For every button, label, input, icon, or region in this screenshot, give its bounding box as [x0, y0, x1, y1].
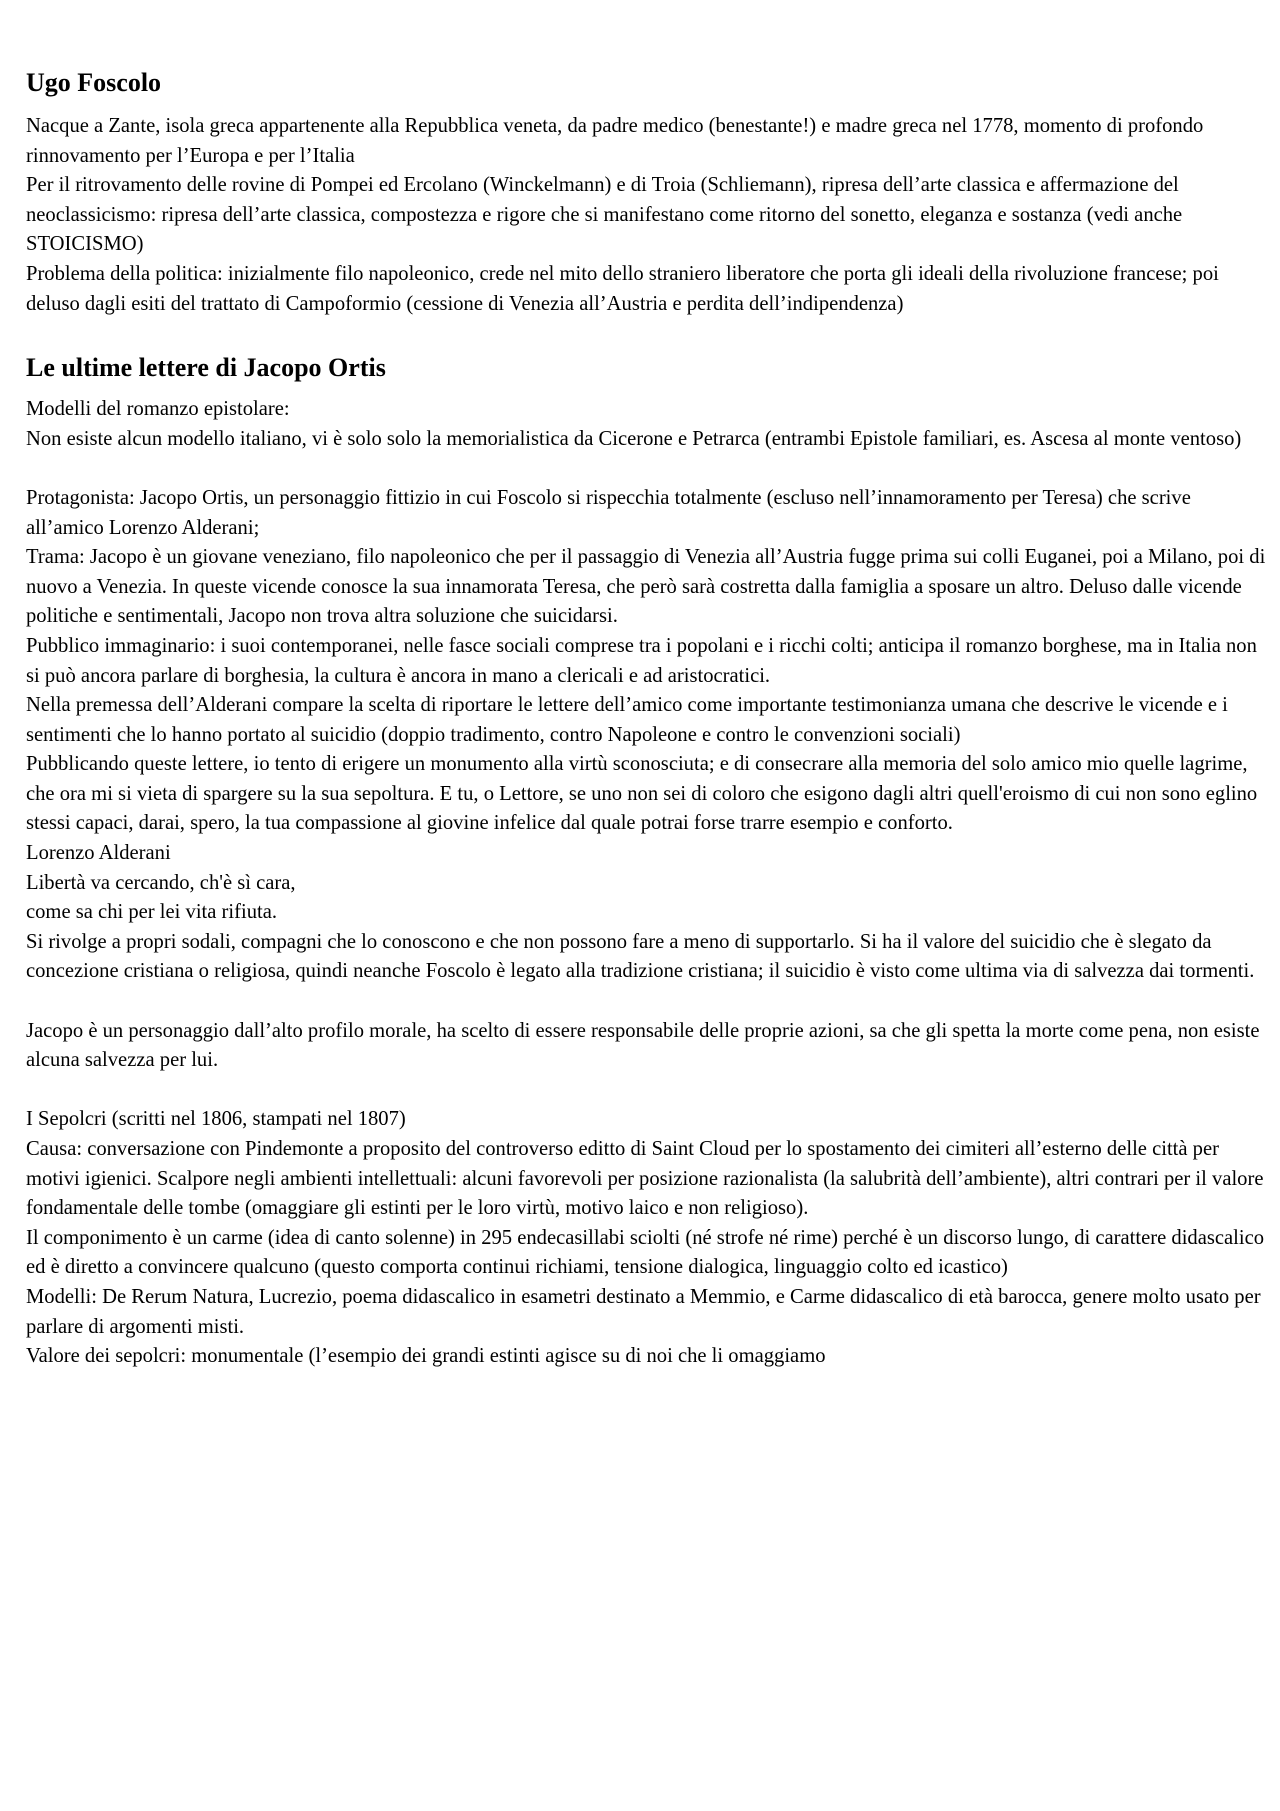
- subheading-sepolcri: I Sepolcri (scritti nel 1806, stampati nel 1807): [26, 1108, 406, 1131]
- verse-line: Libertà va cercando, ch'è sì cara,: [26, 871, 296, 894]
- paragraph: Nacque a Zante, isola greca appartenente alla Repubblica veneta, da padre medico (benestante!) e madre greca nel 1778, momento di profondo rinnovamento per l’Europa e per l’Italia: [26, 115, 1204, 167]
- blank-line: [26, 454, 1266, 484]
- blank-line: [26, 1076, 1266, 1106]
- document-page: [26, 66, 1266, 1372]
- paragraph: Modelli del romanzo epistolare:: [26, 398, 290, 421]
- paragraph: Per il ritrovamento delle rovine di Pompei ed Ercolano (Winckelmann) e di Troia (Schliemann), ripresa dell’arte classica e affermazione del neoclassicismo: ripresa dell’arte classica, compostezza e rigore che si manifestano come ritorno del sonetto, eleganza e sostanza (vedi anche STOICISMO): [26, 174, 1183, 256]
- paragraph: Non esiste alcun modello italiano, vi è solo solo la memorialistica da Cicerone e Petrarca (entrambi Epistole familiari, es. Ascesa al monte ventoso): [26, 427, 1242, 450]
- paragraph: Nella premessa dell’Alderani compare la scelta di riportare le lettere dell’amico come importante testimonianza umana che descrive le vicende e i sentimenti che lo hanno portato al suicidio (doppio tradimento, contro Napoleone e contro le convenzioni sociali): [26, 694, 1228, 746]
- signature-line: Lorenzo Alderani: [26, 842, 171, 865]
- paragraph: Valore dei sepolcri: monumentale (l’esempio dei grandi estinti agisce su di noi che li omaggiamo: [26, 1345, 826, 1368]
- paragraph: Modelli: De Rerum Natura, Lucrezio, poema didascalico in esametri destinato a Memmio, e Carme didascalico di età barocca, genere molto usato per parlare di argomenti misti.: [26, 1285, 1261, 1338]
- paragraph: Trama: Jacopo è un giovane veneziano, filo napoleonico che per il passaggio di Venezia all’Austria fugge prima sui colli Euganei, poi a Milano, poi di nuovo a Venezia. In queste vicende conosce la sua innamorata Teresa, che però sarà costretta dalla famiglia a sposare un altro. Deluso dalle vicende politiche e sentimentali, Jacopo non trova altra soluzione che suicidarsi.: [26, 546, 1266, 628]
- paragraph: Causa: conversazione con Pindemonte a proposito del controverso editto di Saint Cloud per lo spostamento dei cimiteri all’esterno delle città per motivi igienici. Scalpore negli ambienti intellettuali: alcuni favorevoli per posizione razionalista (la salubrità dell’ambiente), altri contrari per il valore fondamentale delle tombe (omaggiare gli estinti per le loro virtù, motivo laico e non religioso).: [26, 1138, 1264, 1220]
- paragraph: Protagonista: Jacopo Ortis, un personaggio fittizio in cui Foscolo si rispecchia totalmente (escluso nell’innamoramento per Teresa) che scrive all’amico Lorenzo Alderani;: [26, 486, 1191, 539]
- paragraph: Jacopo è un personaggio dall’alto profilo morale, ha scelto di essere responsabile delle proprie azioni, sa che gli spetta la morte come pena, non esiste alcuna salvezza per lui.: [26, 1019, 1260, 1072]
- verse-line: come sa chi per lei vita rifiuta.: [26, 901, 278, 924]
- section-heading-jacopo-ortis: Le ultime lettere di Jacopo Ortis: [26, 353, 386, 383]
- blank-line: [26, 987, 1266, 1017]
- paragraph: Pubblico immaginario: i suoi contemporanei, nelle fasce sociali comprese tra i popolani e i ricchi colti; anticipa il romanzo borghese, ma in Italia non si può ancora parlare di borghesia, la cultura è ancora in mano a clericali e ad aristocratici.: [26, 634, 1257, 687]
- paragraph: Il componimento è un carme (idea di canto solenne) in 295 endecasillabi sciolti (né strofe né rime) perché è un discorso lungo, di carattere didascalico ed è diretto a convincere qualcuno (questo comporta continui richiami, tensione dialogica, linguaggio colto ed icastico): [26, 1226, 1265, 1279]
- quoted-premise: Pubblicando queste lettere, io tento di erigere un monumento alla virtù sconosciuta; e di consecrare alla memoria del solo amico mio quelle lagrime, che ora mi si vieta di spargere su la sua sepoltura. E tu, o Lettore, se uno non sei di coloro che esigono dagli altri quell'eroismo di cui non sono eglino stessi capaci, darai, spero, la tua compassione al giovine infelice dal quale potrai forse trarre esempio e conforto.: [26, 753, 1258, 835]
- section-heading-ugo-foscolo: Ugo Foscolo: [26, 68, 162, 97]
- paragraph: Problema della politica: inizialmente filo napoleonico, crede nel mito dello straniero liberatore che porta gli ideali della rivoluzione francese; poi deluso dagli esiti del trattato di Campoformio (cessione di Venezia all’Austria e perdita dell’indipendenza): [26, 262, 1219, 315]
- paragraph: Si rivolge a propri sodali, compagni che lo conoscono e che non possono fare a meno di supportarlo. Si ha il valore del suicidio che è slegato da concezione cristiana o religiosa, quindi neanche Foscolo è legato alla tradizione cristiana; il suicidio è visto come ultima via di salvezza dai tormenti.: [26, 930, 1255, 983]
